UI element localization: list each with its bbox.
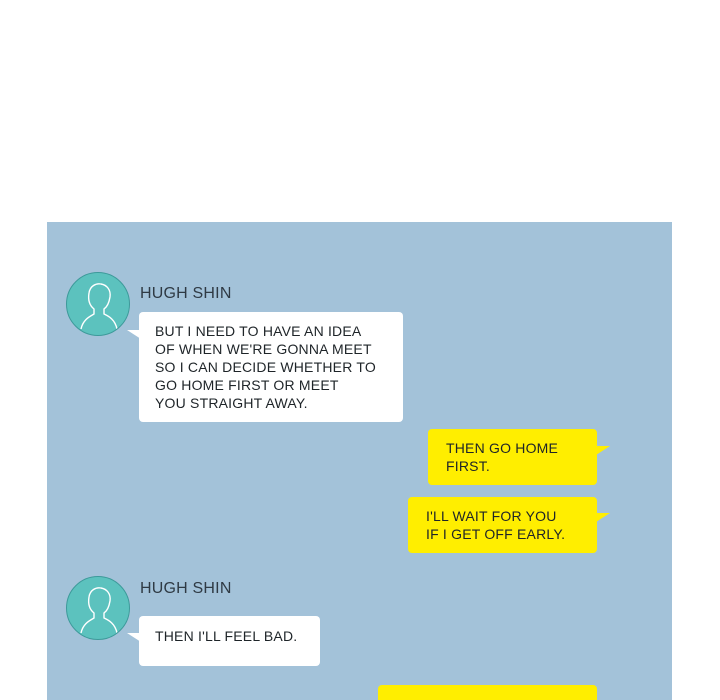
- message-bubble-incoming[interactable]: [139, 616, 320, 666]
- message-bubble-incoming[interactable]: [139, 312, 403, 422]
- message-text-line: THEN GO HOME: [446, 440, 559, 456]
- sender-name: HUGH SHIN: [140, 285, 232, 302]
- message-text-line: FIRST.: [446, 458, 490, 474]
- avatar[interactable]: [66, 576, 130, 640]
- chat-panel: [47, 222, 672, 700]
- message-text-line: GO HOME FIRST OR MEET: [155, 377, 339, 393]
- message-text-line: OF WHEN WE'RE GONNA MEET: [155, 341, 372, 357]
- message-text-line: THEN I'LL FEEL BAD.: [155, 628, 298, 644]
- bubble-tail: [596, 446, 610, 455]
- user-silhouette-icon: [67, 577, 130, 640]
- message-text-line: SO I CAN DECIDE WHETHER TO: [155, 359, 376, 375]
- message-text-line: BUT I NEED TO HAVE AN IDEA: [155, 323, 362, 339]
- message-bubble-outgoing[interactable]: [428, 429, 597, 485]
- user-silhouette-icon: [67, 273, 130, 336]
- message-text-line: YOU STRAIGHT AWAY.: [155, 395, 308, 411]
- sender-name: HUGH SHIN: [140, 580, 232, 597]
- message-text-line: I'LL WAIT FOR YOU: [426, 508, 557, 524]
- message-text-line: IF I GET OFF EARLY.: [426, 526, 566, 542]
- message-bubble-outgoing-partial[interactable]: [378, 685, 597, 700]
- avatar[interactable]: [66, 272, 130, 336]
- message-bubble-outgoing[interactable]: [408, 497, 597, 553]
- bubble-tail: [596, 513, 610, 522]
